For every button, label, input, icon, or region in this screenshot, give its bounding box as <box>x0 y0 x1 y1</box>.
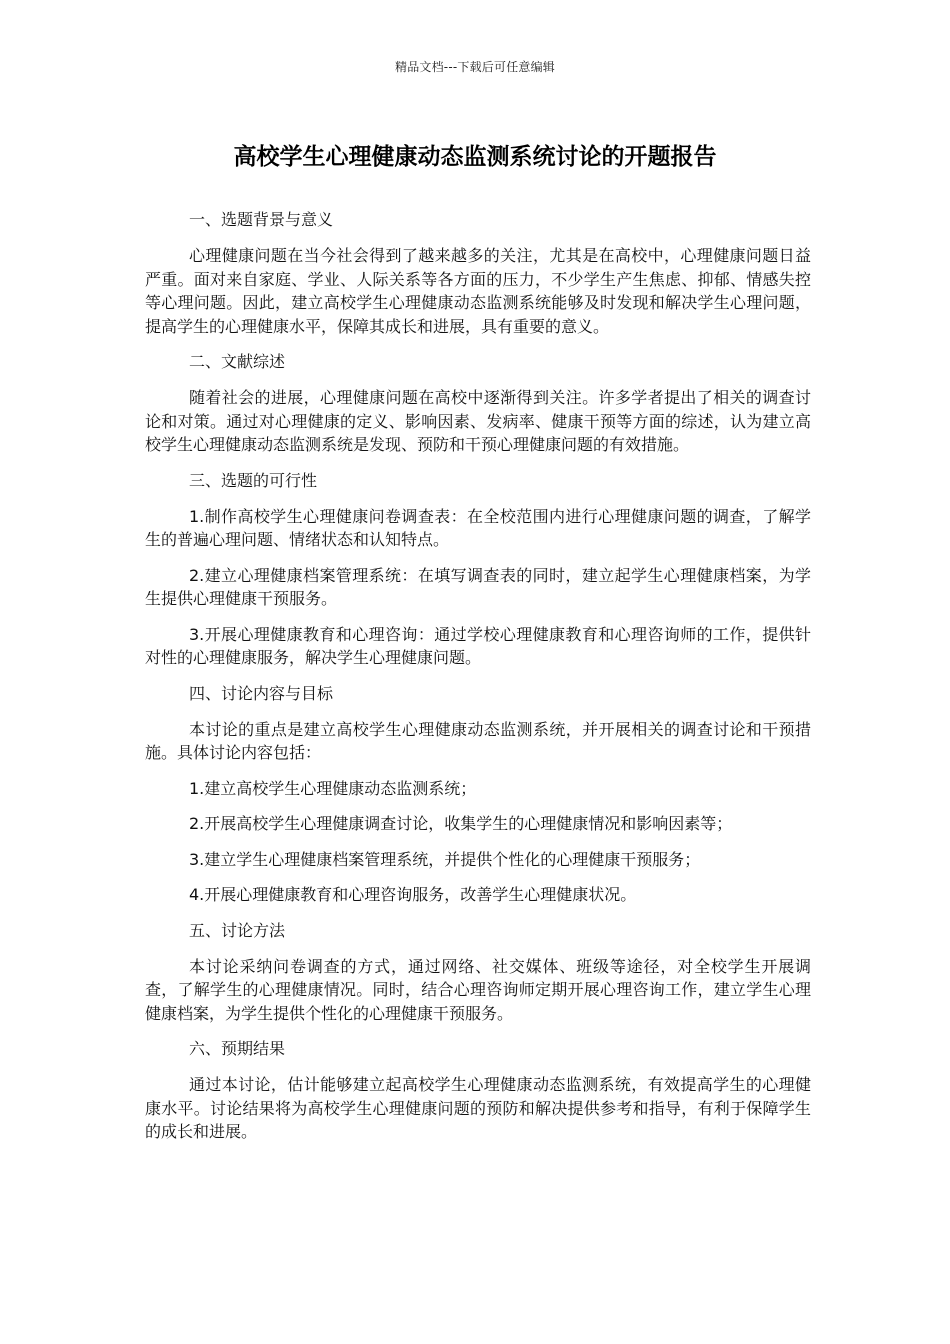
content-goal-item: 4.开展心理健康教育和心理咨询服务，改善学生心理健康状况。 <box>189 885 637 904</box>
section-heading-background: 一、选题背景与意义 <box>189 210 334 229</box>
section-heading-methods: 五、讨论方法 <box>189 920 286 940</box>
section-paragraph-methods: 本讨论采纳问卷调查的方式，通过网络、社交媒体、班级等途径，对全校学生开展调查，了解学生的心理健康情况。同时，结合心理咨询师定期开展心理咨询工作，建立学生心理健康档案，为学生提供个性化的心理健康干预服务。 <box>145 956 811 1023</box>
document-body <box>145 208 811 1156</box>
section-paragraph-background: 心理健康问题在当今社会得到了越来越多的关注，尤其是在高校中，心理健康问题日益严重。面对来自家庭、学业、人际关系等各方面的压力，不少学生产生焦虑、抑郁、情感失控等心理问题。因此，建立高校学生心理健康动态监测系统能够及时发现和解决学生心理问题，提高学生的心理健康水平，保障其成长和进展，具有重要的意义。 <box>145 246 811 336</box>
section-heading-content-goals: 四、讨论内容与目标 <box>189 683 334 703</box>
feasibility-item: 1.制作高校学生心理健康问卷调查表：在全校范围内进行心理健康问题的调查，了解学生的普遍心理问题、情绪状态和认知特点。 <box>145 506 811 549</box>
section-paragraph-expected-results: 通过本讨论，估计能够建立起高校学生心理健康动态监测系统，有效提高学生的心理健康水平。讨论结果将为高校学生心理健康问题的预防和解决提供参考和指导，有利于保障学生的成长和进展。 <box>145 1075 811 1141</box>
section-heading-literature: 二、文献综述 <box>189 352 286 371</box>
section-paragraph-literature: 随着社会的进展，心理健康问题在高校中逐渐得到关注。许多学者提出了相关的调查讨论和对策。通过对心理健康的定义、影响因素、发病率、健康干预等方面的综述，认为建立高校学生心理健康动态监测系统是发现、预防和干预心理健康问题的有效措施。 <box>145 388 811 454</box>
content-goal-item: 3.建立学生心理健康档案管理系统，并提供个性化的心理健康干预服务； <box>189 849 701 869</box>
feasibility-item: 2.建立心理健康档案管理系统：在填写调查表的同时，建立起学生心理健康档案，为学生提供心理健康干预服务。 <box>145 565 811 608</box>
content-goal-item: 1.建立高校学生心理健康动态监测系统； <box>189 778 477 798</box>
header-note: 精品文档---下载后可任意编辑 <box>395 60 555 74</box>
document-title: 高校学生心理健康动态监测系统讨论的开题报告 <box>233 144 717 170</box>
section-heading-feasibility: 三、选题的可行性 <box>189 470 318 490</box>
content-goal-item: 2.开展高校学生心理健康调查讨论，收集学生的心理健康情况和影响因素等； <box>189 814 733 833</box>
feasibility-item: 3.开展心理健康教育和心理咨询：通过学校心理健康教育和心理咨询师的工作，提供针对性的心理健康服务，解决学生心理健康问题。 <box>145 624 811 667</box>
section-paragraph-content-goals: 本讨论的重点是建立高校学生心理健康动态监测系统，并开展相关的调查讨论和干预措施。具体讨论内容包括： <box>145 719 811 762</box>
section-heading-expected-results: 六、预期结果 <box>189 1039 286 1058</box>
